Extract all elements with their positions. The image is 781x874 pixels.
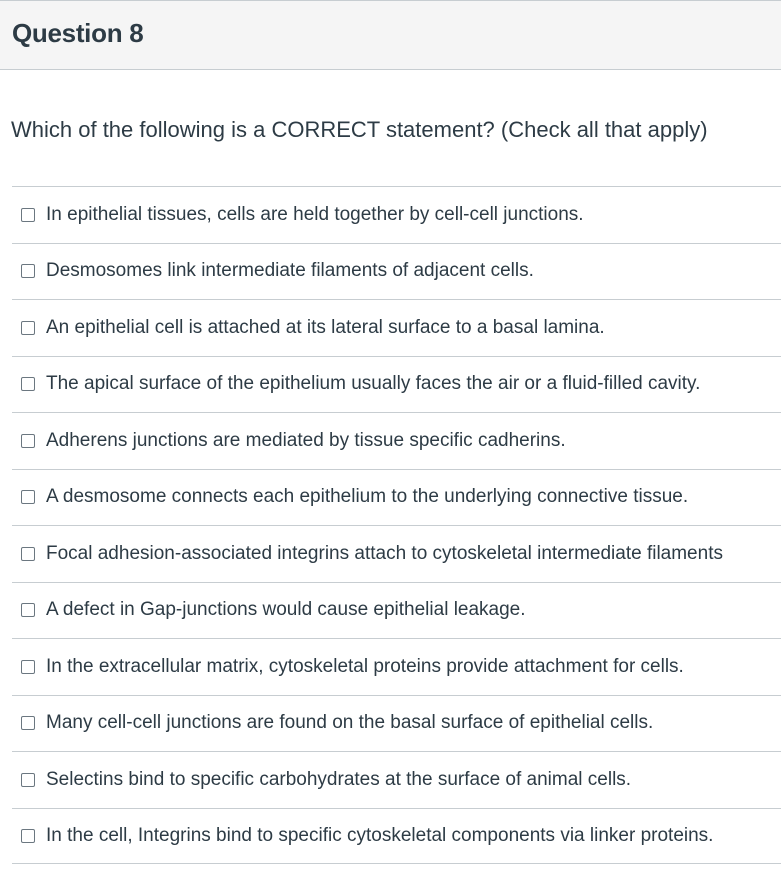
answer-label: Desmosomes link intermediate filaments of adjacent cells. — [46, 260, 534, 282]
answer-checkbox[interactable] — [21, 829, 35, 843]
answer-checkbox[interactable] — [21, 716, 35, 730]
answer-option-5[interactable] — [12, 412, 781, 469]
answer-checkbox[interactable] — [21, 434, 35, 448]
answer-checkbox[interactable] — [21, 264, 35, 278]
answer-label: Focal adhesion-associated integrins attach to cytoskeletal intermediate filaments — [46, 542, 723, 564]
answer-label: Selectins bind to specific carbohydrates at the surface of animal cells. — [46, 768, 632, 790]
answer-option-10[interactable] — [12, 695, 781, 752]
answer-option-1[interactable] — [12, 186, 781, 243]
answer-checkbox[interactable] — [21, 490, 35, 504]
answer-option-11[interactable] — [12, 751, 781, 808]
answer-checkbox[interactable] — [21, 547, 35, 561]
answer-label: Adherens junctions are mediated by tissue specific cadherins. — [46, 429, 566, 451]
answer-option-8[interactable] — [12, 582, 781, 639]
answer-label: In the cell, Integrins bind to specific cytoskeletal components via linker proteins. — [46, 824, 714, 846]
answer-checkbox[interactable] — [21, 377, 35, 391]
answer-option-7[interactable] — [12, 525, 781, 582]
answer-checkbox[interactable] — [21, 603, 35, 617]
answer-option-3[interactable] — [12, 299, 781, 356]
answer-option-2[interactable] — [12, 243, 781, 300]
answer-label: An epithelial cell is attached at its lateral surface to a basal lamina. — [46, 316, 605, 338]
question-header — [0, 0, 781, 70]
answer-checkbox[interactable] — [21, 208, 35, 222]
question-title: Question 8 — [12, 18, 144, 48]
answer-option-9[interactable] — [12, 638, 781, 695]
answer-checkbox[interactable] — [21, 773, 35, 787]
answer-checkbox[interactable] — [21, 321, 35, 335]
answer-label: The apical surface of the epithelium usually faces the air or a fluid-filled cavity. — [46, 373, 701, 395]
answer-label: A defect in Gap-junctions would cause epithelial leakage. — [46, 599, 526, 621]
answer-option-6[interactable] — [12, 469, 781, 526]
answer-option-4[interactable] — [12, 356, 781, 413]
question-text: Which of the following is a CORRECT statement? (Check all that apply) — [11, 117, 708, 142]
answer-label: Many cell-cell junctions are found on the basal surface of epithelial cells. — [46, 712, 654, 734]
answer-list — [12, 186, 781, 864]
answer-checkbox[interactable] — [21, 660, 35, 674]
answer-label: In epithelial tissues, cells are held together by cell-cell junctions. — [46, 203, 584, 225]
answer-option-12[interactable] — [12, 808, 781, 865]
answer-label: A desmosome connects each epithelium to the underlying connective tissue. — [46, 486, 689, 508]
answer-label: In the extracellular matrix, cytoskeletal proteins provide attachment for cells. — [46, 655, 684, 677]
